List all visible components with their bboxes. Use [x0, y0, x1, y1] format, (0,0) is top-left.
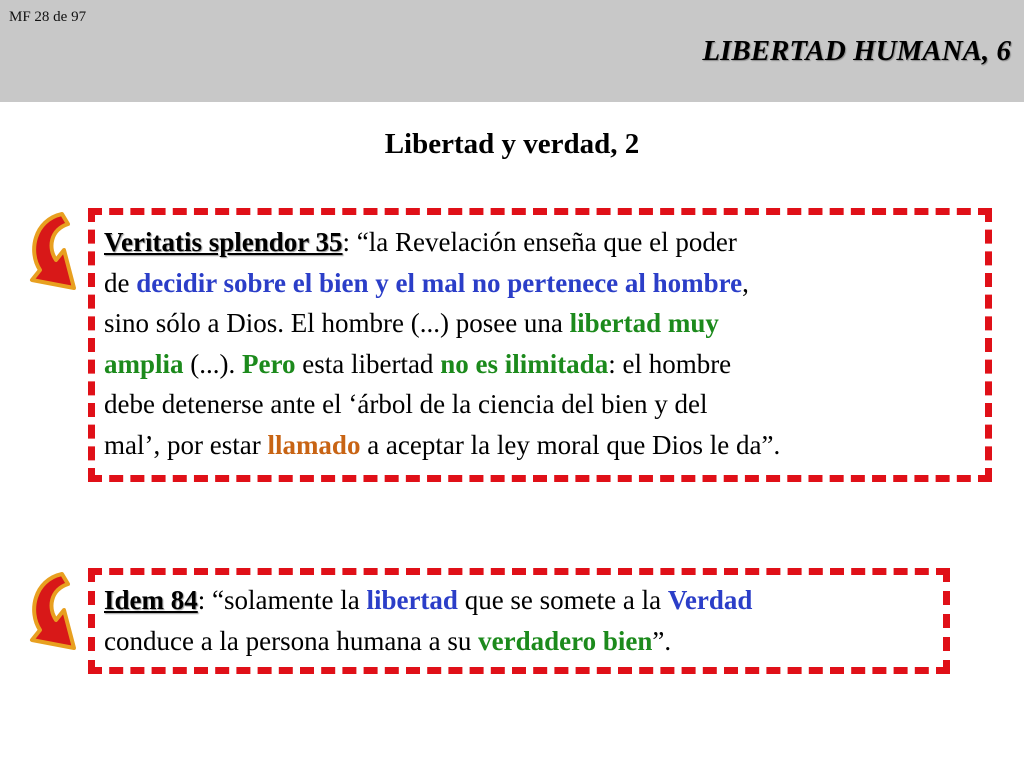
section-subtitle: Libertad y verdad, 2 — [384, 128, 640, 160]
slide-counter: MF 28 de 97 — [9, 9, 87, 25]
quote-text: de — [104, 267, 137, 298]
quote-text: mal’, por estar — [104, 429, 268, 460]
highlight-blue: decidir sobre el bien y el mal no pertenece al hombre — [136, 267, 743, 298]
quote-text: esta libertad — [295, 348, 441, 379]
quote-source: Veritatis splendor 35 — [104, 227, 343, 257]
highlight-green: libertad muy — [569, 308, 719, 338]
quote-veritatis-splendor — [104, 222, 780, 465]
quote-text: (...). — [183, 348, 242, 379]
quote-text: : “la Revelación enseña que el poder — [342, 227, 737, 257]
slide-title: LIBERTAD HUMANA, 6 — [702, 35, 1011, 67]
highlight-green: no es ilimitada — [440, 348, 609, 379]
header-bar — [0, 0, 1024, 102]
highlight-green: amplia — [104, 348, 184, 379]
highlight-green: Pero — [242, 348, 296, 379]
highlight-green: verdadero bien — [478, 625, 653, 656]
curved-arrow-icon — [22, 568, 84, 658]
highlight-blue: Verdad — [667, 585, 753, 615]
quote-text: a aceptar la ley moral que Dios le da”. — [360, 429, 781, 460]
quote-text: ”. — [652, 625, 672, 656]
quote-idem-84 — [104, 580, 752, 661]
quote-source: Idem 84 — [104, 585, 198, 615]
highlight-blue: libertad — [366, 585, 458, 615]
curved-arrow-icon — [22, 208, 84, 298]
quote-text: : “solamente la — [197, 585, 367, 615]
quote-text: debe detenerse ante el ‘árbol de la ciencia del bien y del — [104, 389, 708, 419]
quote-text: sino sólo a Dios. El hombre (...) posee una — [104, 308, 570, 338]
quote-text: que se somete a la — [457, 585, 668, 615]
quote-text: conduce a la persona humana a su — [104, 625, 479, 656]
quote-text: , — [742, 267, 749, 298]
highlight-orange: llamado — [267, 429, 361, 460]
quote-text: : el hombre — [608, 348, 732, 379]
